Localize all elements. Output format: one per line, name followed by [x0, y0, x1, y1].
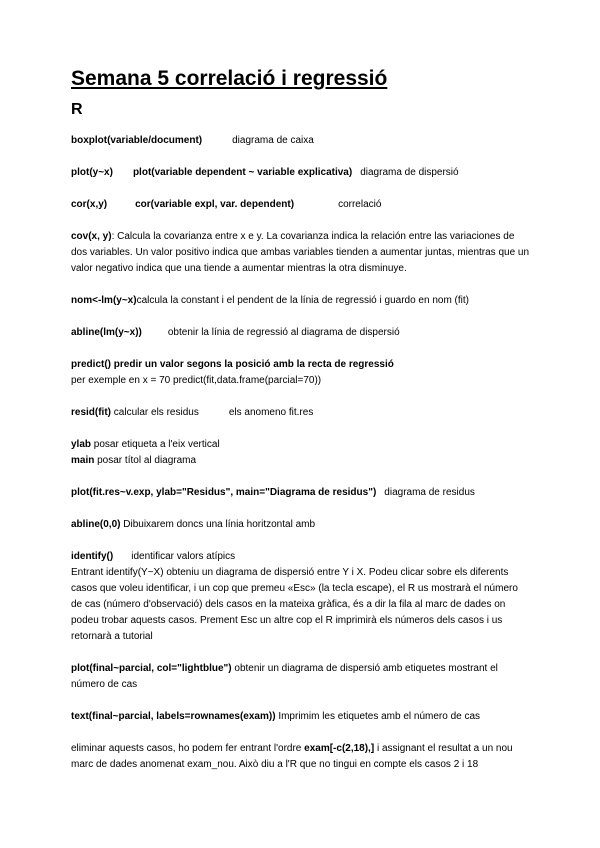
desc-boxplot: diagrama de caixa [232, 135, 314, 146]
block-predict [71, 357, 530, 389]
cmd-abline0: abline(0,0) [71, 519, 121, 530]
cmd-boxplot: boxplot(variable/document) [71, 135, 203, 146]
text-cov: : Calcula la covarianza entre x e y. La covarianza indica la relación entre las variaciones de dos variables. Un valor positivo indica que ambas variables tienden a aumentar juntas, mientras que un valor negativo indica que una tiende a aumentar mientras la otra disminuye. [71, 231, 530, 274]
cmd-cor-long: cor(variable expl, var. dependent) [135, 199, 295, 210]
text-resid: calcular els residus [113, 407, 199, 418]
paragraph-cov [71, 229, 530, 277]
tab-spacer [199, 414, 229, 415]
line-abline-lm [71, 325, 530, 341]
cmd-cov: cov(x, y) [71, 231, 112, 242]
desc-cor: correlació [338, 199, 382, 210]
block-plot-color [71, 661, 530, 693]
line-lm [71, 293, 530, 309]
paragraph-remove-cases [71, 741, 530, 773]
tab-spacer [142, 334, 168, 335]
cmd-plot: plot(y~x) [71, 167, 113, 178]
cmd-plot-residus: plot(fit.res~v.exp, ylab="Residus", main="Diagrama de residus") [71, 487, 377, 498]
line-plot-residus [71, 485, 530, 501]
tab-spacer [352, 174, 360, 175]
line-text-labels [71, 709, 530, 725]
note-resid: els anomeno fit.res [228, 407, 314, 418]
cmd-plot-color: plot(final~parcial, col="lightblue") [71, 663, 232, 674]
cmd-plot-long: plot(variable dependent ~ variable explicativa) [132, 167, 353, 178]
cmd-lm: nom<-lm(y~x) [71, 295, 137, 306]
tab-spacer [294, 206, 338, 207]
section-heading-r: R [71, 101, 83, 118]
desc-plot: diagrama de dispersió [360, 167, 459, 178]
cmd-predict-title: predict() predir un valor segons la posició amb la recta de regressió [71, 359, 394, 370]
line-abline0 [71, 517, 530, 533]
line-boxplot [71, 133, 530, 149]
text-remove-post: i assignant el resultat a un nou marc de dades anomenat exam_nou. Això diu a l'R que no tingui en compte els casos 2 i 18 [71, 743, 513, 770]
line-cor [71, 197, 530, 213]
tab-spacer [202, 142, 232, 143]
cmd-text-labels: text(final~parcial, labels=rownames(exam)) [71, 711, 276, 722]
line-plot [71, 165, 530, 181]
text-remove-pre: eliminar aquests casos, ho podem fer entrant l'ordre [71, 743, 305, 754]
cmd-resid: resid(fit) [71, 407, 111, 418]
paragraph-identify: Entrant identify(Y~X) obteniu un diagrama de dispersió entre Y i X. Podeu clicar sobre els diferents casos que voleu identificar, i un cop que premeu «Esc» (la tecla escape), el R us mostrarà el número de cas (número d'observació) dels casos en la mateixa gràfica, és a dir la fila al marc de dades on podeu trobar aquests casos. Prement Esc un altre cop el R imprimirà els números dels casos i us retornarà a tutorial [71, 567, 518, 642]
tab-spacer [107, 206, 135, 207]
cmd-cor: cor(x,y) [71, 199, 108, 210]
block-identify [71, 549, 530, 645]
text-lm: calcula la constant i el pendent de la línia de regressió i guardo en nom (fit) [136, 295, 469, 306]
block-labels [71, 437, 530, 469]
text-main: posar títol al diagrama [97, 455, 197, 466]
cmd-main: main [71, 455, 95, 466]
cmd-ylab: ylab [71, 439, 92, 450]
text-ylab: posar etiqueta a l'eix vertical [93, 439, 220, 450]
cmd-abline-lm: abline(lm(y~x)) [71, 327, 142, 338]
tab-spacer [113, 558, 131, 559]
desc-text-labels: Imprimim les etiquetes amb el número de cas [278, 711, 481, 722]
page-title: Semana 5 correlació i regressió [71, 67, 388, 90]
desc-plot-color: obtenir un diagrama de dispersió amb etiquetes mostrant el número de cas [71, 663, 498, 690]
text-predict-example: per exemple en x = 70 predict(fit,data.frame(parcial=70)) [71, 375, 322, 386]
desc-identify: identificar valors atípics [131, 551, 236, 562]
desc-abline-lm: obtenir la línia de regressió al diagrama de dispersió [167, 327, 400, 338]
cmd-identify: identify() [71, 551, 114, 562]
line-resid [71, 405, 530, 421]
desc-abline0: Dibuixarem doncs una línia horitzontal amb [123, 519, 316, 530]
cmd-remove-cases: exam[-c(2,18),] [304, 743, 375, 754]
desc-plot-residus: diagrama de residus [384, 487, 475, 498]
tab-spacer [113, 174, 133, 175]
